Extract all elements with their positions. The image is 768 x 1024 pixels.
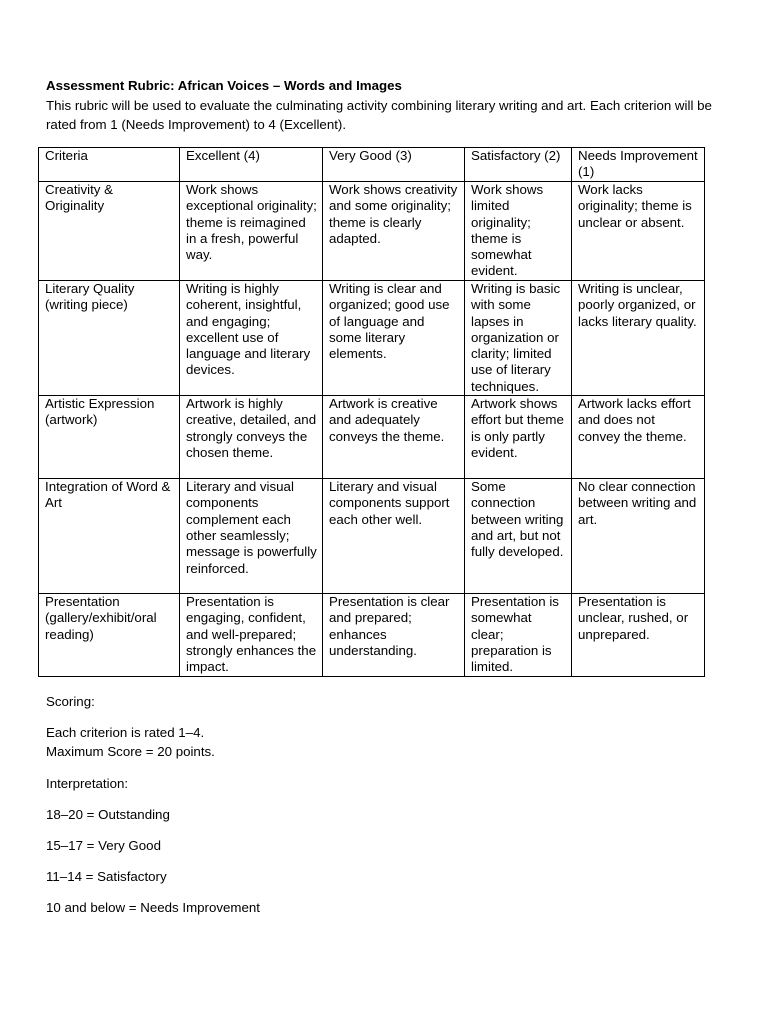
cell-satisfactory: Some connection between writing and art, but not fully developed. [465, 479, 572, 594]
header-very-good: Very Good (3) [323, 148, 465, 182]
cell-criteria: Integration of Word & Art [39, 479, 180, 594]
cell-satisfactory: Presentation is somewhat clear; preparation is limited. [465, 594, 572, 677]
cell-criteria: Presentation (gallery/exhibit/oral reading) [39, 594, 180, 677]
cell-criteria: Artistic Expression (artwork) [39, 396, 180, 479]
cell-excellent: Writing is highly coherent, insightful, and engaging; excellent use of language and literary devices. [180, 281, 323, 396]
cell-very-good: Work shows creativity and some originality; theme is clearly adapted. [323, 182, 465, 281]
interpretation-band: 15–17 = Very Good [46, 838, 161, 853]
cell-very-good: Writing is clear and organized; good use of language and some literary elements. [323, 281, 465, 396]
cell-criteria: Creativity & Originality [39, 182, 180, 281]
interpretation-band: 18–20 = Outstanding [46, 807, 170, 822]
document-intro: This rubric will be used to evaluate the culminating activity combining literary writing and art. Each criterion will be rated from 1 (Needs Improvement) to 4 (Excellent). [46, 98, 712, 132]
cell-very-good: Presentation is clear and prepared; enhances understanding. [323, 594, 465, 677]
rubric-table [38, 147, 705, 677]
scoring-heading: Scoring: [46, 694, 95, 709]
cell-satisfactory: Work shows limited originality; theme is somewhat evident. [465, 182, 572, 281]
scoring-rule: Each criterion is rated 1–4. [46, 725, 205, 740]
table-row [39, 281, 705, 396]
cell-needs-improvement: Writing is unclear, poorly organized, or lacks literary quality. [572, 281, 705, 396]
cell-needs-improvement: Work lacks originality; theme is unclear or absent. [572, 182, 705, 281]
interpretation-band: 11–14 = Satisfactory [46, 869, 167, 884]
cell-needs-improvement: Presentation is unclear, rushed, or unprepared. [572, 594, 705, 677]
cell-excellent: Work shows exceptional originality; theme is reimagined in a fresh, powerful way. [180, 182, 323, 281]
table-row [39, 594, 705, 677]
document-header [46, 77, 726, 134]
header-criteria: Criteria [39, 148, 180, 182]
cell-criteria: Literary Quality (writing piece) [39, 281, 180, 396]
table-row [39, 396, 705, 479]
header-excellent: Excellent (4) [180, 148, 323, 182]
cell-very-good: Literary and visual components support each other well. [323, 479, 465, 594]
cell-excellent: Literary and visual components complement each other seamlessly; message is powerfully reinforced. [180, 479, 323, 594]
cell-satisfactory: Writing is basic with some lapses in organization or clarity; limited use of literary techniques. [465, 281, 572, 396]
header-needs-improvement: Needs Improvement (1) [572, 148, 705, 182]
table-row [39, 182, 705, 281]
interpretation-heading: Interpretation: [46, 776, 129, 791]
table-row [39, 479, 705, 594]
header-satisfactory: Satisfactory (2) [465, 148, 572, 182]
interpretation-band: 10 and below = Needs Improvement [46, 900, 260, 915]
cell-satisfactory: Artwork shows effort but theme is only partly evident. [465, 396, 572, 479]
cell-excellent: Artwork is highly creative, detailed, and strongly conveys the chosen theme. [180, 396, 323, 479]
cell-needs-improvement: Artwork lacks effort and does not convey the theme. [572, 396, 705, 479]
document-title: Assessment Rubric: African Voices – Words and Images [46, 78, 402, 93]
scoring-section [46, 692, 726, 917]
cell-needs-improvement: No clear connection between writing and art. [572, 479, 705, 594]
cell-excellent: Presentation is engaging, confident, and well-prepared; strongly enhances the impact. [180, 594, 323, 677]
scoring-max: Maximum Score = 20 points. [46, 744, 215, 759]
table-header-row [39, 148, 705, 182]
cell-very-good: Artwork is creative and adequately conveys the theme. [323, 396, 465, 479]
